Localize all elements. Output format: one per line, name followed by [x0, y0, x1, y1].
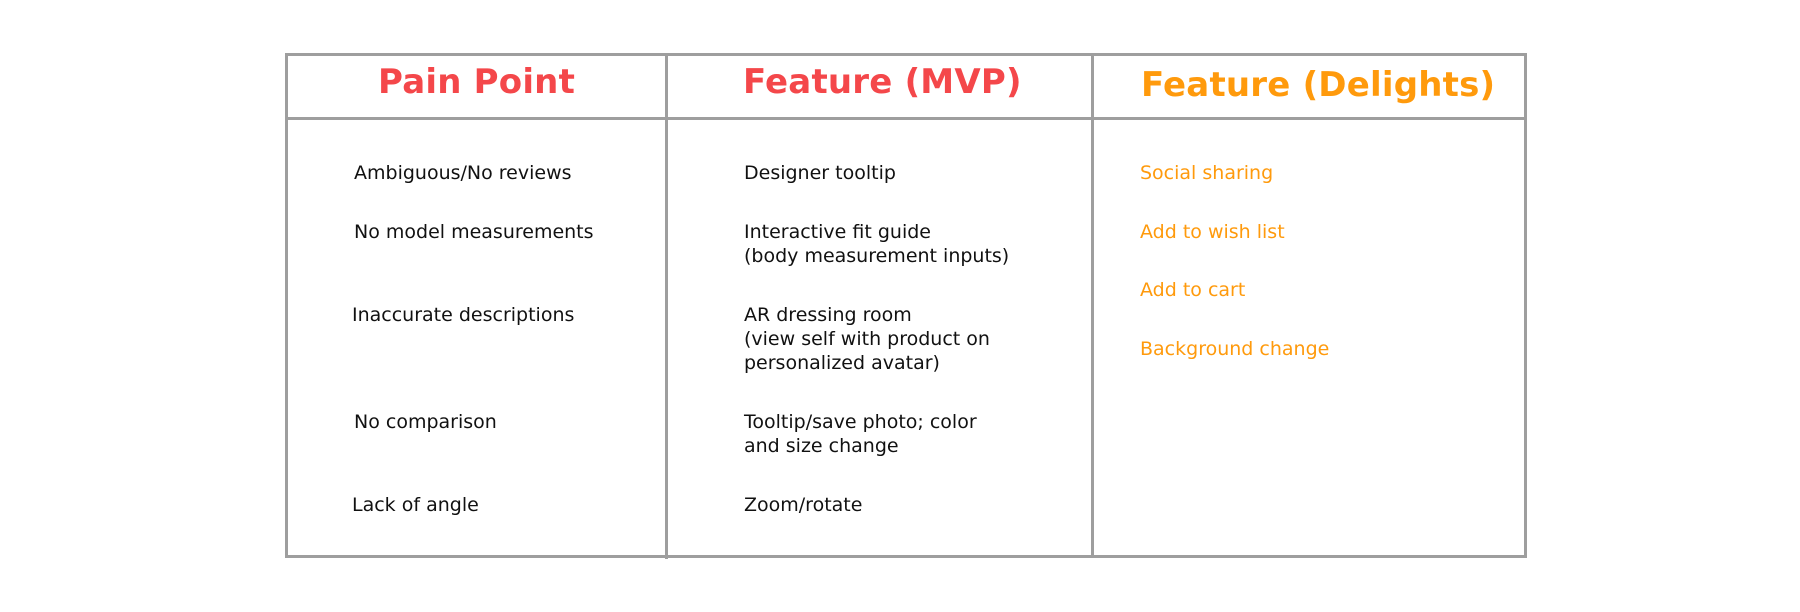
mvp-feature-line: Zoom/rotate: [744, 494, 863, 516]
mvp-feature-line: Designer tooltip: [744, 162, 896, 184]
header-feature-mvp: Feature (MVP): [743, 62, 1022, 102]
mvp-feature-line: Tooltip/save photo; color: [744, 411, 977, 433]
mvp-feature-line: personalized avatar): [744, 352, 940, 374]
mvp-feature-line: Interactive fit guide: [744, 221, 931, 243]
header-pain-point: Pain Point: [378, 62, 576, 102]
delight-feature-item: Background change: [1140, 338, 1330, 360]
delight-feature-item: Add to wish list: [1140, 221, 1285, 243]
mvp-feature-item: [744, 161, 896, 185]
pain-point-item: Inaccurate descriptions: [352, 304, 575, 326]
delight-feature-item: Social sharing: [1140, 162, 1274, 184]
mvp-feature-line: and size change: [744, 435, 899, 457]
header-divider: [288, 117, 1524, 120]
mvp-feature-item: [744, 303, 990, 375]
mvp-feature-item: [744, 493, 862, 517]
header-feature-delights: Feature (Delights): [1141, 65, 1496, 105]
mvp-feature-line: (view self with product on: [744, 328, 990, 350]
mvp-feature-line: AR dressing room: [744, 304, 912, 326]
column-divider-2: [1091, 56, 1094, 555]
mvp-feature-item: [744, 410, 977, 458]
pain-point-item: Ambiguous/No reviews: [354, 162, 572, 184]
pain-point-item: No model measurements: [354, 221, 594, 243]
column-divider-1: [665, 56, 668, 559]
mvp-feature-item: [744, 220, 1009, 268]
pain-point-item: Lack of angle: [352, 494, 479, 516]
pain-point-item: No comparison: [354, 411, 497, 433]
delight-feature-item: Add to cart: [1140, 279, 1246, 301]
mvp-feature-line: (body measurement inputs): [744, 245, 1010, 267]
